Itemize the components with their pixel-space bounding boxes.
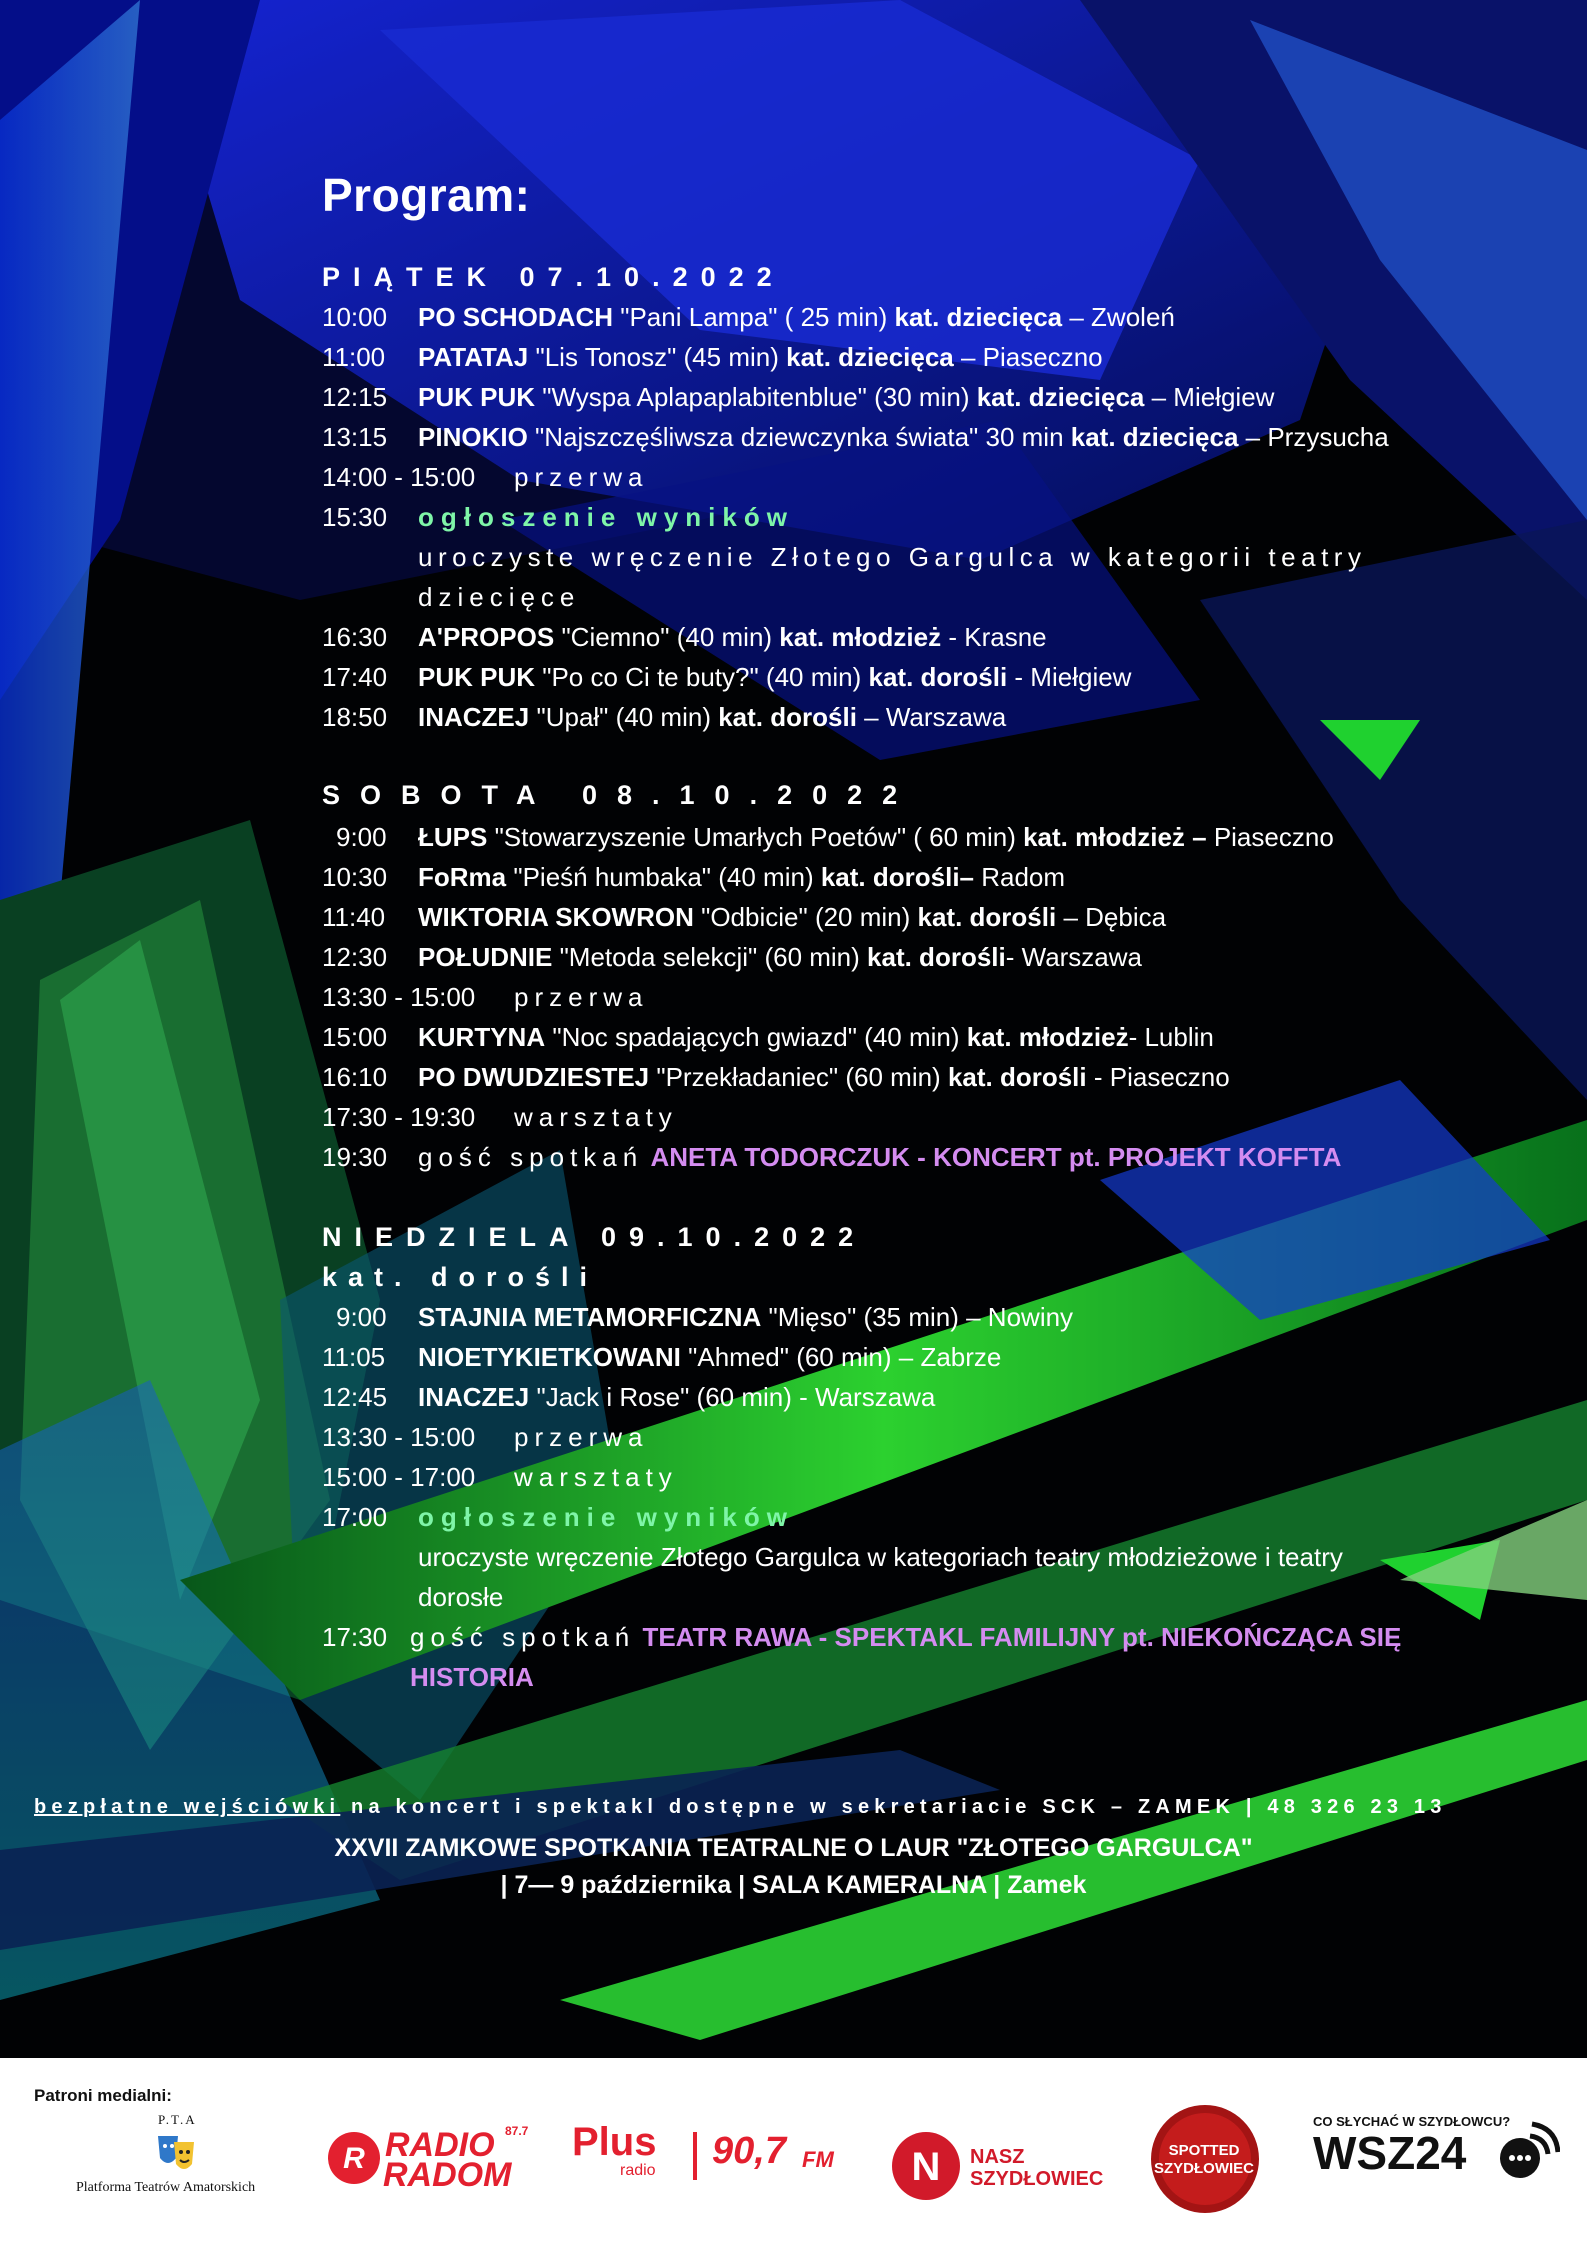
break-row: 14:00 - 15:00 przerwa: [322, 462, 649, 492]
saturday-header: SOBOTA 08.10.2022: [322, 780, 918, 810]
guest-name-continued: HISTORIA: [410, 1662, 534, 1692]
plus-radio-frequency: 90,7: [712, 2130, 786, 2172]
schedule-row: 12:15 PUK PUK "Wyspa Aplapaplabitenblue" (30 min) kat. dziecięca – Miełgiew: [322, 382, 1275, 412]
page-title: Program:: [322, 169, 531, 221]
results-row: 17:00 ogłoszenie wyników: [322, 1502, 794, 1532]
workshop-row: 15:00 - 17:00 warsztaty: [322, 1462, 678, 1492]
svg-text:N: N: [911, 2145, 941, 2189]
schedule-row: 15:00 KURTYNA "Noc spadających gwiazd" (40 min) kat. młodzież- Lublin: [322, 1022, 1214, 1052]
festival-info: | 7— 9 października | SALA KAMERALNA | Zamek: [500, 1871, 1087, 1899]
plus-radio-divider: [693, 2132, 697, 2180]
results-description: uroczyste wręczenie Złotego Gargulca w kategoriach teatry młodzieżowe i teatry: [418, 1542, 1343, 1572]
radio-radom-logo-line2: RADOM: [383, 2156, 512, 2194]
chat-bubble-icon: [1490, 2116, 1560, 2186]
schedule-row: 9:00 ŁUPS "Stowarzyszenie Umarłych Poetów" ( 60 min) kat. młodzież – Piaseczno: [336, 822, 1334, 852]
svg-text:R: R: [343, 2142, 365, 2175]
schedule-row: 13:15 PINOKIO "Najszczęśliwsza dziewczynka świata" 30 min kat. dziecięca – Przysucha: [322, 422, 1389, 452]
guest-row: 17:30 gość spotkań TEATR RAWA - SPEKTAKL FAMILIJNY pt. NIEKOŃCZĄCA SIĘ: [322, 1622, 1402, 1652]
wsz24-logo: WSZ24: [1313, 2127, 1467, 2179]
plus-radio-logo: Plus: [572, 2120, 657, 2164]
schedule-row: 10:30 FoRma "Pieśń humbaka" (40 min) kat. dorośli– Radom: [322, 862, 1066, 892]
nasz-szydlowiec-icon: [890, 2130, 962, 2202]
break-row: 13:30 - 15:00 przerwa: [322, 982, 649, 1012]
radio-radom-icon: [326, 2130, 382, 2186]
tickets-info: bezpłatne wejściówki na koncert i spektakl dostępne w sekretariacie SCK – ZAMEK | 48 326 23 13: [34, 1796, 1447, 1818]
schedule-row: 16:10 PO DWUDZIESTEJ "Przekładaniec" (60 min) kat. dorośli - Piaseczno: [322, 1062, 1230, 1092]
schedule-row: 16:30 A'PROPOS "Ciemno" (40 min) kat. młodzież - Krasne: [322, 622, 1047, 652]
schedule-row: 18:50 INACZEJ "Upał" (40 min) kat. dorośli – Warszawa: [322, 702, 1007, 732]
sponsors-label: Patroni medialni:: [34, 2086, 172, 2105]
break-row: 13:30 - 15:00 przerwa: [322, 1422, 649, 1452]
results-description: uroczyste wręczenie Złotego Gargulca w kategorii teatry: [418, 542, 1367, 572]
sunday-category: kat. dorośli: [322, 1262, 599, 1292]
radio-radom-logo-line1: RADIO: [385, 2126, 495, 2164]
schedule-row: 10:00 PO SCHODACH "Pani Lampa" ( 25 min) kat. dziecięca – Zwoleń: [322, 302, 1175, 332]
tickets-link[interactable]: bezpłatne wejściówki: [34, 1796, 341, 1818]
plus-radio-fm: FM: [802, 2147, 834, 2172]
pta-abbreviation: P.T.A: [158, 2112, 197, 2127]
spotted-szydlowiec-logo: SPOTTED SZYDŁOWIEC: [1154, 2142, 1254, 2177]
schedule-row: 17:40 PUK PUK "Po co Ci te buty?" (40 min) kat. dorośli - Miełgiew: [322, 662, 1132, 692]
results-description: dziecięce: [418, 582, 581, 612]
schedule-row: 12:45 INACZEJ "Jack i Rose" (60 min) - Warszawa: [322, 1382, 936, 1412]
results-description: dorosłe: [418, 1582, 504, 1612]
schedule-row: 11:00 PATATAJ "Lis Tonosz" (45 min) kat. dziecięca – Piaseczno: [322, 342, 1103, 372]
schedule-row: 12:30 POŁUDNIE "Metoda selekcji" (60 min) kat. dorośli- Warszawa: [322, 942, 1143, 972]
plus-radio-subtitle: radio: [620, 2162, 656, 2179]
nasz-szydlowiec-logo: NASZ SZYDŁOWIEC: [970, 2146, 1104, 2190]
results-row: 15:30 ogłoszenie wyników: [322, 502, 794, 532]
guest-row: 19:30 gość spotkań ANETA TODORCZUK - KONCERT pt. PROJEKT KOFFTA: [322, 1142, 1342, 1172]
schedule-row: 9:00 STAJNIA METAMORFICZNA "Mięso" (35 min) – Nowiny: [336, 1302, 1074, 1332]
schedule-row: 11:40 WIKTORIA SKOWRON "Odbicie" (20 min) kat. dorośli – Dębica: [322, 902, 1167, 932]
schedule-row: 11:05 NIOETYKIETKOWANI "Ahmed" (60 min) – Zabrze: [322, 1342, 1002, 1372]
workshop-row: 17:30 - 19:30 warsztaty: [322, 1102, 678, 1132]
friday-header: PIĄTEK 07.10.2022: [322, 262, 785, 292]
pta-logo-caption: Platforma Teatrów Amatorskich: [76, 2180, 256, 2195]
wsz24-tagline: CO SŁYCHAĆ W SZYDŁOWCU?: [1313, 2114, 1511, 2129]
sunday-header: NIEDZIELA 09.10.2022: [322, 1222, 867, 1252]
radio-radom-frequency: 87.7: [505, 2124, 529, 2138]
festival-title: XXVII ZAMKOWE SPOTKANIA TEATRALNE O LAUR "ZŁOTEGO GARGULCA": [334, 1834, 1253, 1862]
theatre-masks-icon: [152, 2128, 202, 2178]
